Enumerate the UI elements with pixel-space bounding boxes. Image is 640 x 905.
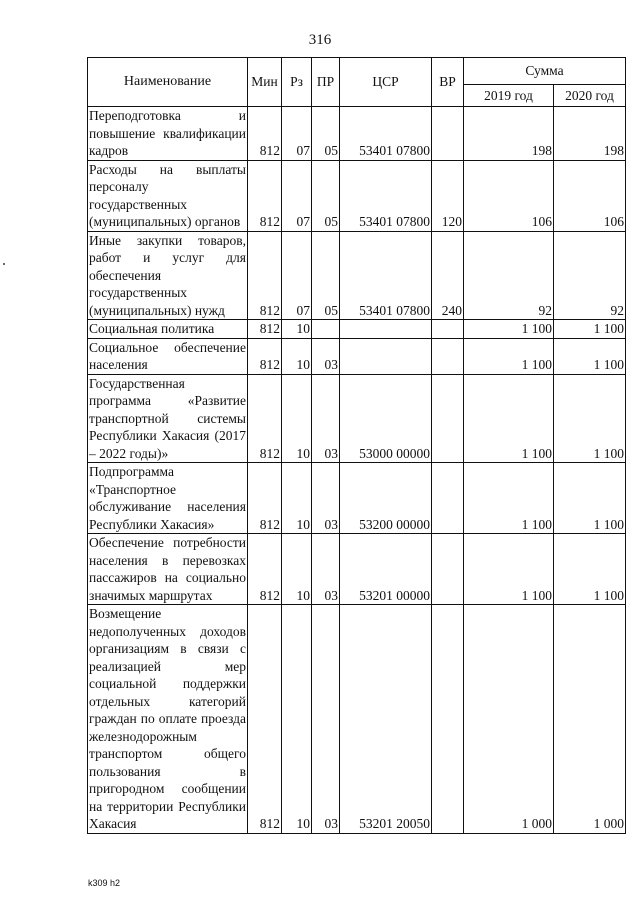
row-rz: 10: [282, 605, 312, 834]
row-name: Иные закупки товаров, работ и услуг для обеспечения государственных (муниципальных) нужд: [89, 232, 246, 318]
budget-table: [87, 57, 626, 834]
row-sum-2020: 198: [554, 107, 626, 161]
row-pr: 05: [312, 231, 340, 320]
row-name: Государственная программа «Развитие транспортной системы Республики Хакасия (2017 – 2022 годы)»: [89, 375, 246, 461]
row-min: 812: [248, 534, 282, 605]
row-rz: 10: [282, 534, 312, 605]
row-vr: 120: [432, 160, 464, 231]
row-name: Возмещение недополученных доходов организациям в связи с реализацией мер социальной поддержки отдельных категорий граждан по оплате проезда железнодорожным транспортом общего пользования в пригородном сообщении на территории Республики Хакасия: [89, 606, 246, 831]
page-number: 316: [308, 32, 332, 48]
row-name: Расходы на выплаты персоналу государственных (муниципальных) органов: [89, 161, 246, 229]
row-csr: 53201 20050: [340, 605, 432, 834]
row-sum-2019: 1 100: [464, 374, 554, 463]
row-sum-2019: 1 100: [464, 320, 554, 339]
header-csr: ЦСР: [340, 58, 432, 107]
row-rz: 07: [282, 160, 312, 231]
row-min: 812: [248, 374, 282, 463]
row-sum-2020: 1 100: [554, 534, 626, 605]
row-pr: 03: [312, 338, 340, 374]
row-vr: [432, 605, 464, 834]
row-csr: 53200 00000: [340, 463, 432, 534]
row-rz: 10: [282, 374, 312, 463]
table-row: [88, 338, 626, 374]
row-pr: [312, 320, 340, 339]
row-sum-2020: 106: [554, 160, 626, 231]
table-row: [88, 534, 626, 605]
row-pr: 03: [312, 534, 340, 605]
row-vr: [432, 338, 464, 374]
row-rz: 10: [282, 463, 312, 534]
row-pr: 03: [312, 374, 340, 463]
header-sum: Сумма: [464, 58, 626, 85]
table-row: [88, 160, 626, 231]
row-sum-2019: 198: [464, 107, 554, 161]
row-sum-2020: 1 000: [554, 605, 626, 834]
row-pr: 05: [312, 160, 340, 231]
scan-speck: [3, 263, 5, 265]
row-min: 812: [248, 231, 282, 320]
row-name: Социальная политика: [88, 320, 248, 339]
row-sum-2020: 1 100: [554, 463, 626, 534]
row-vr: [432, 463, 464, 534]
footer-code: k309 h2: [88, 878, 121, 888]
row-vr: [432, 320, 464, 339]
row-vr: 240: [432, 231, 464, 320]
row-min: 812: [248, 338, 282, 374]
header-rz: Рз: [282, 58, 312, 107]
row-vr: [432, 107, 464, 161]
row-pr: 03: [312, 605, 340, 834]
row-csr: 53401 07800: [340, 160, 432, 231]
row-rz: 10: [282, 338, 312, 374]
row-min: 812: [248, 463, 282, 534]
row-min: 812: [248, 160, 282, 231]
row-rz: 07: [282, 107, 312, 161]
row-csr: 53000 00000: [340, 374, 432, 463]
row-sum-2019: 92: [464, 231, 554, 320]
row-sum-2019: 1 100: [464, 463, 554, 534]
row-min: 812: [248, 320, 282, 339]
header-min: Мин: [248, 58, 282, 107]
row-sum-2019: 1 000: [464, 605, 554, 834]
row-csr: [340, 320, 432, 339]
row-csr: 53401 07800: [340, 231, 432, 320]
row-sum-2020: 92: [554, 231, 626, 320]
table-header-row: [88, 58, 626, 85]
row-min: 812: [248, 107, 282, 161]
table-body: [88, 107, 626, 834]
row-name: Социальное обеспечение населения: [89, 339, 246, 372]
row-sum-2020: 1 100: [554, 374, 626, 463]
row-csr: 53401 07800: [340, 107, 432, 161]
row-sum-2020: 1 100: [554, 320, 626, 339]
row-min: 812: [248, 605, 282, 834]
row-name: Подпрограмма «Транспортное обслуживание населения Республики Хакасия»: [89, 464, 246, 532]
table-row: [88, 320, 626, 339]
table-row: [88, 463, 626, 534]
row-vr: [432, 534, 464, 605]
row-sum-2019: 1 100: [464, 338, 554, 374]
header-year-2019: 2019 год: [464, 85, 554, 107]
header-vr: ВР: [432, 58, 464, 107]
row-name: Переподготовка и повышение квалификации кадров: [89, 108, 246, 158]
table-row: [88, 605, 626, 834]
row-sum-2019: 1 100: [464, 534, 554, 605]
row-rz: 10: [282, 320, 312, 339]
header-pr: ПР: [312, 58, 340, 107]
header-year-2020: 2020 год: [554, 85, 626, 107]
row-rz: 07: [282, 231, 312, 320]
header-name: Наименование: [88, 58, 248, 107]
table-row: [88, 374, 626, 463]
table-row: [88, 231, 626, 320]
row-csr: [340, 338, 432, 374]
row-sum-2019: 106: [464, 160, 554, 231]
row-name: Обеспечение потребности населения в перевозках пассажиров на социально значимых маршрутах: [89, 535, 246, 603]
row-sum-2020: 1 100: [554, 338, 626, 374]
row-csr: 53201 00000: [340, 534, 432, 605]
row-pr: 03: [312, 463, 340, 534]
table-row: [88, 107, 626, 161]
row-vr: [432, 374, 464, 463]
row-pr: 05: [312, 107, 340, 161]
